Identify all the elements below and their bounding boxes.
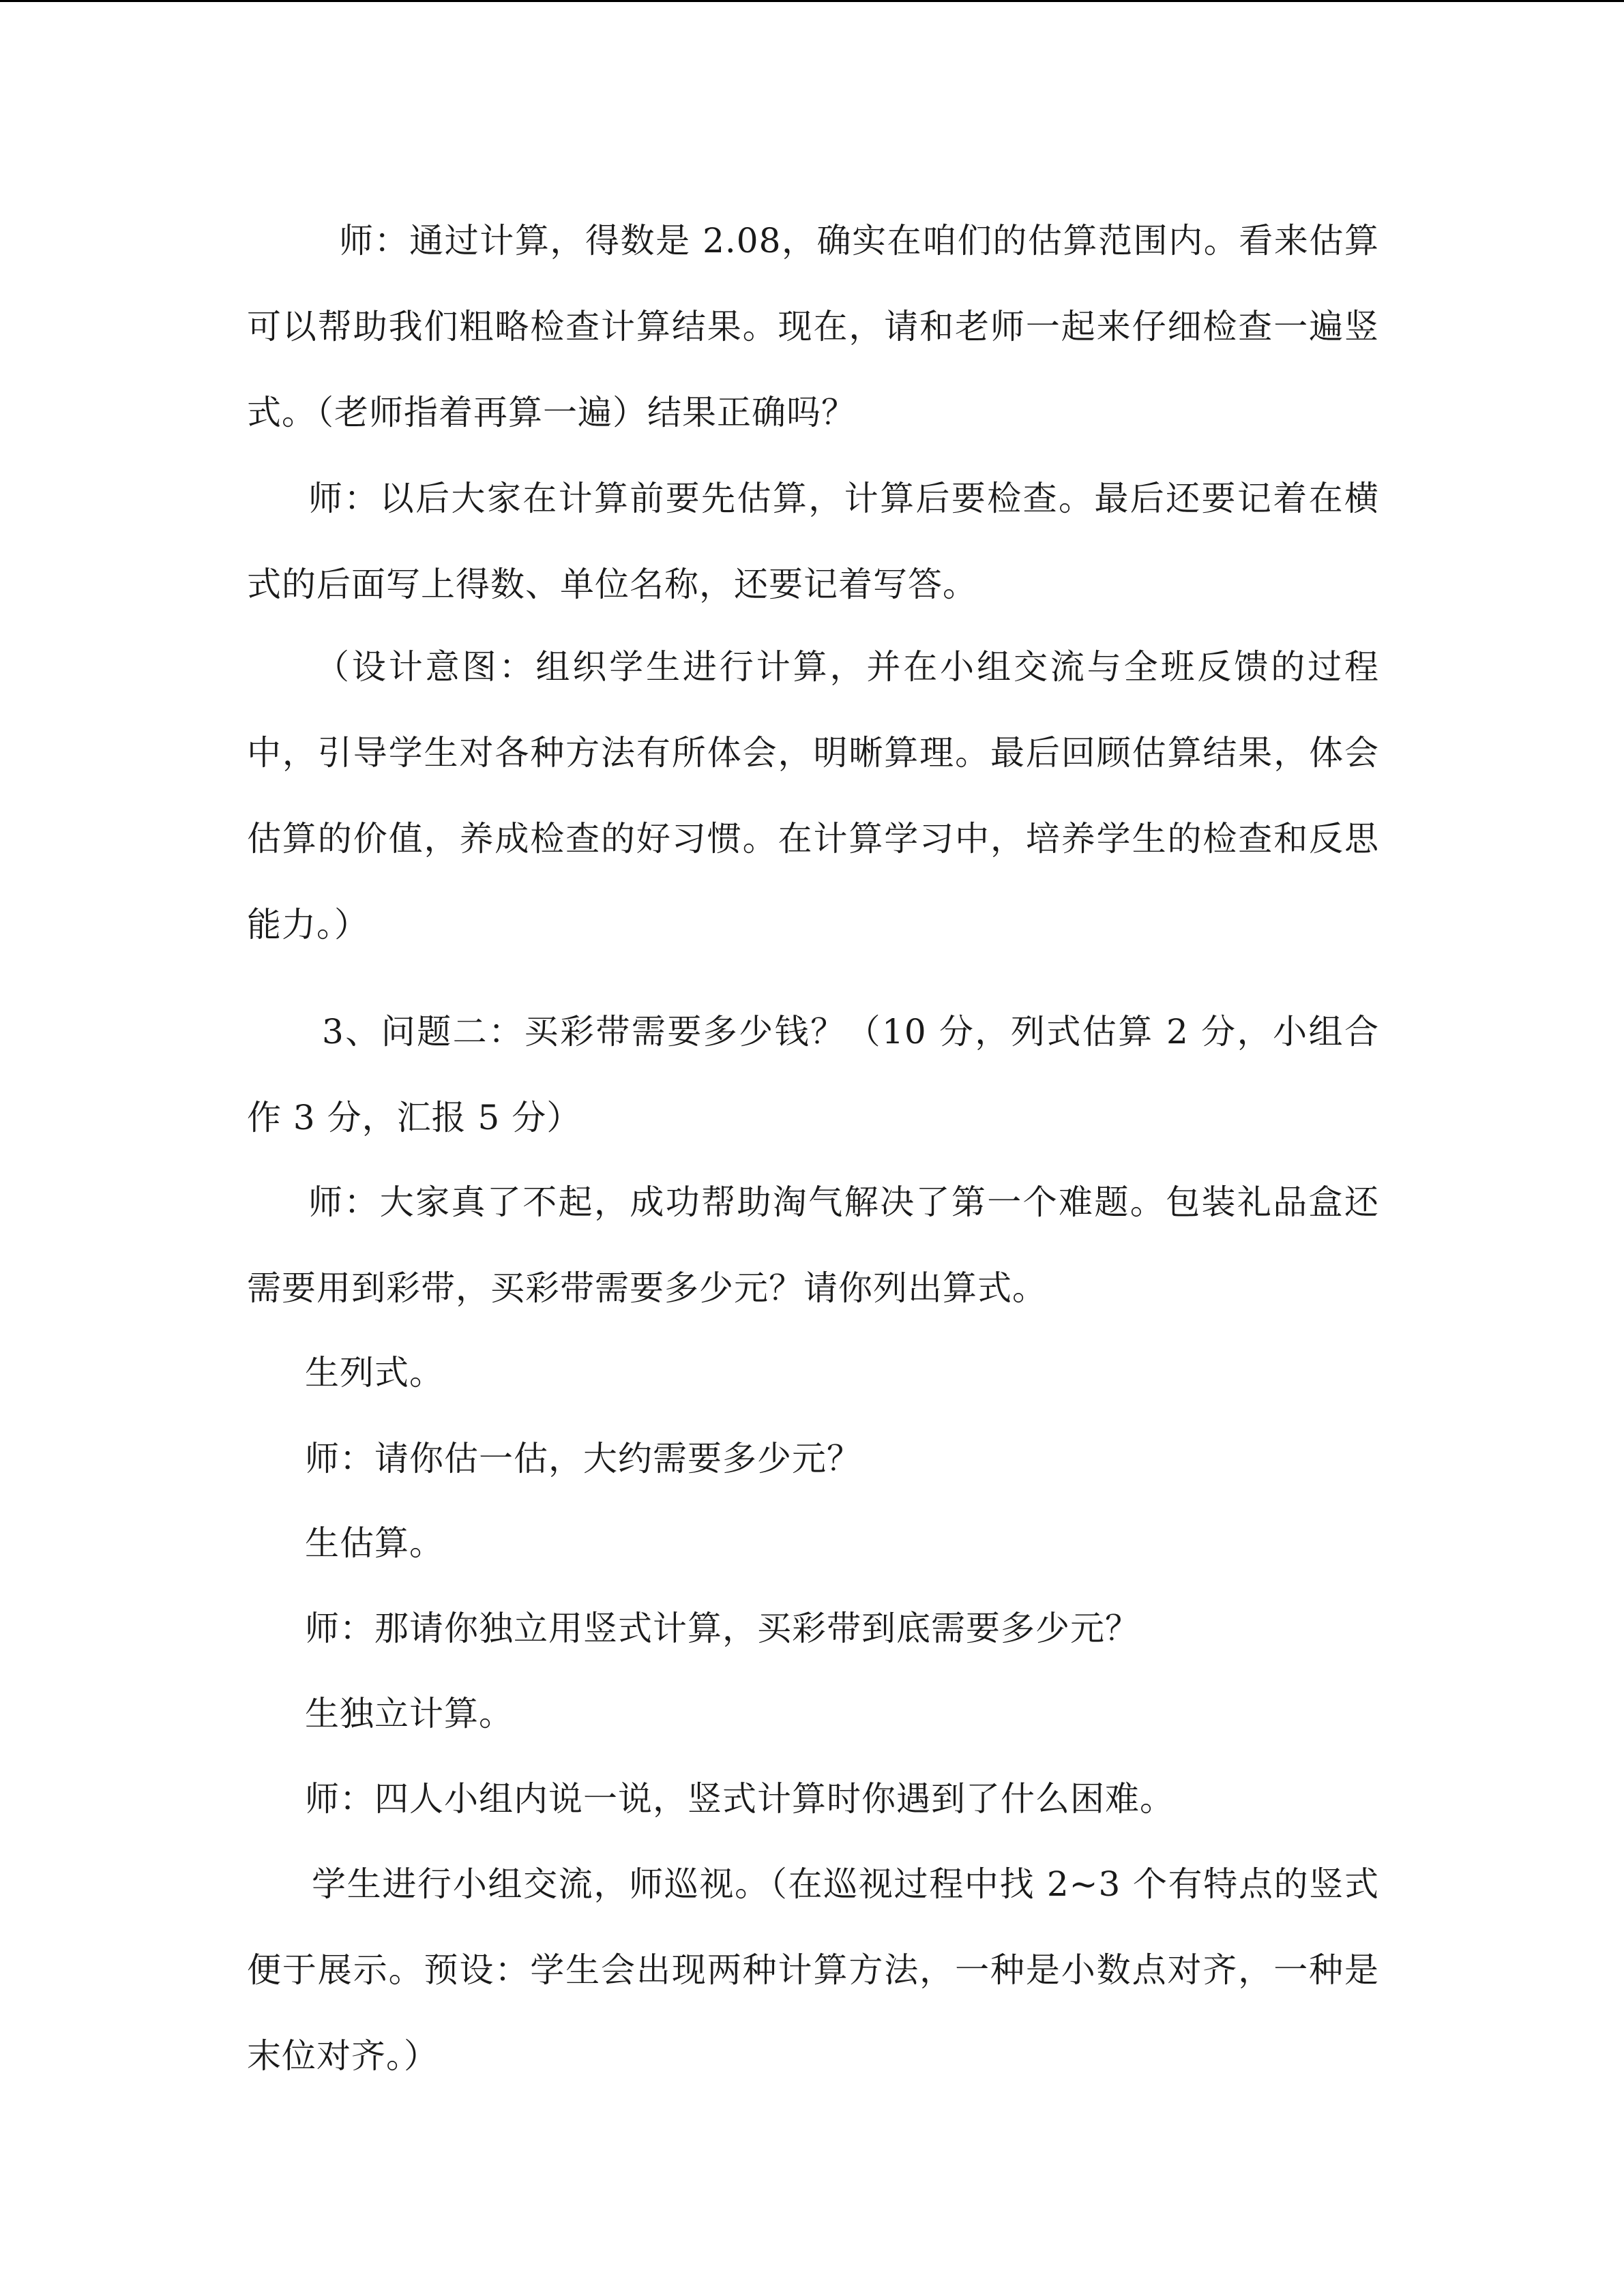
paragraph-design-intent: （设计意图：组织学生进行计算，并在小组交流与全班反馈的过程中，引导学生对各种方法有所体会，明晰算理。最后回顾估算结果，体会估算的价值，养成检查的好习惯。在计算学习中，培养学生的检查和反思能力。） (247, 647, 1379, 944)
paragraph-teacher-check-result: 师：通过计算，得数是 2.08，确实在咱们的估算范围内。看来估算可以帮助我们粗略检查计算结果。现在，请和老师一起来仔细检查一遍竖式。（老师指着再算一遍）结果正确吗？ (247, 221, 1379, 432)
paragraph-students-calculate: 生独立计算。 (305, 1694, 514, 1733)
paragraph-teacher-estimate-prompt: 师：请你估一估，大约需要多少元？ (305, 1439, 861, 1478)
page-top-border (0, 0, 1624, 2)
paragraph-question-two-heading: 3、问题二：买彩带需要多少钱？（10 分，列式估算 2 分，小组合作 3 分，汇报 5 分） (247, 1012, 1379, 1137)
paragraph-students-write-formula: 生列式。 (305, 1353, 444, 1392)
paragraph-teacher-ribbon-question: 师：大家真了不起，成功帮助淘气解决了第一个难题。包装礼品盒还需要用到彩带，买彩带需要多少元？请你列出算式。 (247, 1182, 1379, 1308)
paragraph-group-discussion-prompt: 师：四人小组内说一说，竖式计算时你遇到了什么困难。 (305, 1779, 1175, 1819)
paragraph-group-exchange: 学生进行小组交流，师巡视。（在巡视过程中找 2~3 个有特点的竖式便于展示。预设：学生会出现两种计算方法，一种是小数点对齐，一种是末位对齐。） (247, 1864, 1379, 2076)
paragraph-students-estimate: 生估算。 (305, 1523, 444, 1563)
paragraph-teacher-estimate-first: 师：以后大家在计算前要先估算，计算后要检查。最后还要记着在横式的后面写上得数、单位名称，还要记着写答。 (247, 479, 1379, 604)
paragraph-teacher-vertical-calc: 师：那请你独立用竖式计算，买彩带到底需要多少元？ (305, 1609, 1140, 1648)
